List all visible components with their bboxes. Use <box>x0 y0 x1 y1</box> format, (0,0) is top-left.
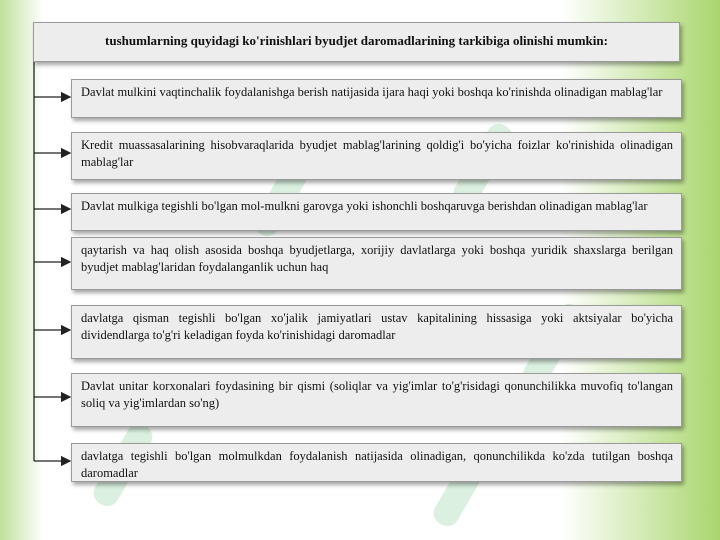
income-item-2: Kredit muassasalarining hisobvaraqlarida byudjet mablag'larining qoldig'i bo'yicha foizlar ko'rinishida olinadigan mablag'lar <box>71 132 682 180</box>
diagram-title: tushumlarning quyidagi ko'rinishlari byudjet daromadlarining tarkibiga olinishi mumkin: <box>33 22 680 62</box>
income-item-3: Davlat mulkiga tegishli bo'lgan mol-mulkni garovga yoki ishonchli boshqaruvga berishdan olinadigan mablag'lar <box>71 193 682 231</box>
income-item-6: Davlat unitar korxonalari foydasining bir qismi (soliqlar va yig'imlar to'g'risidagi qonunchilikka muvofiq to'langan soliq va yig'imlardan so'ng) <box>71 373 682 427</box>
income-item-1: Davlat mulkini vaqtinchalik foydalanishga berish natijasida ijara haqi yoki boshqa ko'rinishda olinadigan mablag'lar <box>71 79 682 118</box>
income-item-4: qaytarish va haq olish asosida boshqa byudjetlarga, xorijiy davlatlarga yoki boshqa yuridik shaxslarga berilgan byudjet mablag'laridan foydalanganlik uchun haq <box>71 237 682 290</box>
income-item-7: davlatga tegishli bo'lgan molmulkdan foydalanish natijasida olinadigan, qonunchilikda ko'zda tutilgan boshqa daromadlar <box>71 443 682 482</box>
income-item-5: davlatga qisman tegishli bo'lgan xo'jalik jamiyatlari ustav kapitalining hissasiga yoki aktsiyalar bo'yicha dividendlarga to'g'ri keladigan foyda ko'rinishidagi daromadlar <box>71 305 682 359</box>
